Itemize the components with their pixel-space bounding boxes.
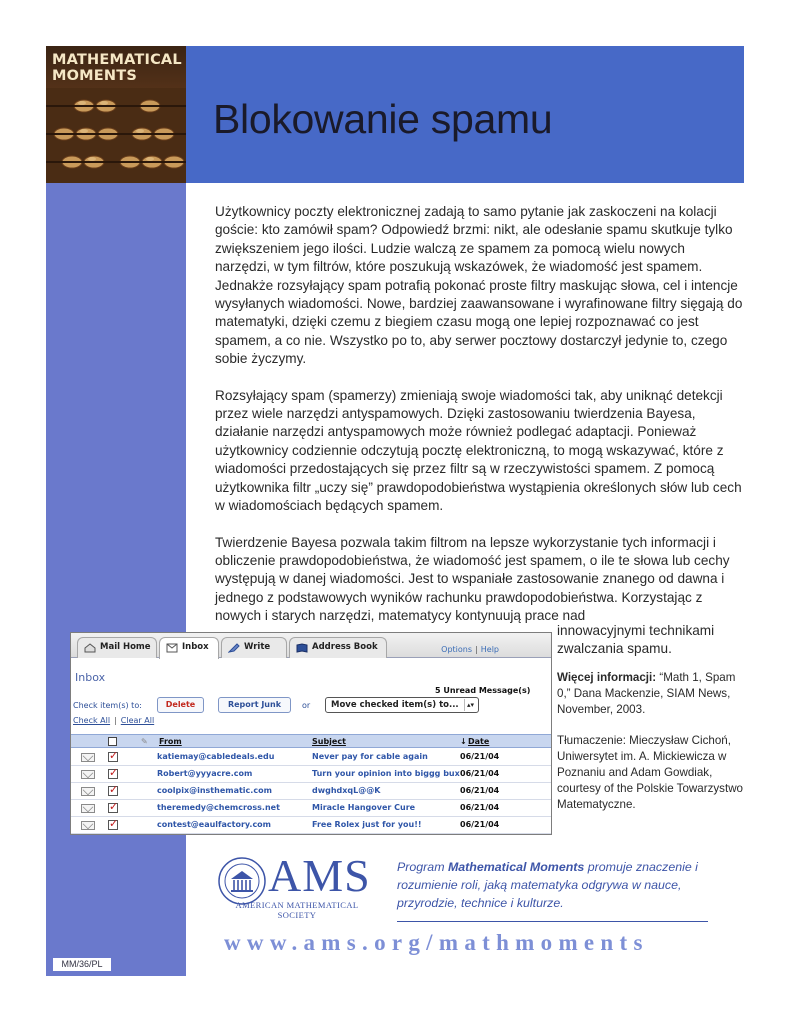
paragraph-2: Rozsyłający spam (spamerzy) zmieniają swoje wiadomości tak, aby uniknąć detekcji przez wiele narzędzi antyspamowych. Dzięki zastosowaniu twierdzenia Bayesa, działanie narzędzi antyspamowych może również podlegać adaptacji. Ponieważ użytkownicy codziennie odczytują pocztę elektroniczną, to mogą wskazywać, które z wiadomości przedostających się przez filtr są w rzeczywistości spamem. Z pomocą użytkownika filtr „uczy się” prawdopodobieństwa wystąpienia określonych słów lub cech w wiadomościach będących spamem. (215, 387, 742, 514)
envelope-icon (81, 787, 95, 796)
paragraph-1: Użytkownicy poczty elektronicznej zadają to samo pytanie jak zaskoczeni na kolacji goście: kto zamówił spam? Odpowiedź brzmi: nikt, ale odesłanie spamu skutkuje tylko zwiększeniem jego ilości. Ludzie walczą ze spamem za pomocą wielu nowych narzędzi, w tym filtrów, które poszukują wskazówek, że wiadomość jest spamem. Jednakże rozsyłający spam potrafią pokonać proste filtry maskując słowa, cel i intencje wysyłanych wiadomości. Nowe, bardziej zaawansowane i wyrafinowane filtry sięgają do matematyki, dzięki czemu z biegiem czasu mogą one lepiej rozpoznawać co jest spamem, a co nie. Wszystko po to, aby serwer pocztowy dostarczył jedynie to, czego sobie życzymy. (215, 204, 743, 367)
row-subject[interactable]: Never pay for cable again (312, 752, 428, 761)
column-subject[interactable]: Subject (312, 737, 346, 746)
table-row[interactable] (71, 749, 551, 766)
row-checkbox[interactable] (108, 803, 118, 813)
mathematical-moments-logo (46, 46, 186, 183)
check-all-links: Check All | Clear All (73, 716, 155, 725)
row-from[interactable]: theremedy@chemcross.net (157, 803, 280, 812)
house-icon (84, 643, 96, 653)
row-checkbox[interactable] (108, 769, 118, 779)
table-row[interactable] (71, 817, 551, 834)
abacus-illustration (46, 88, 186, 183)
tab-inbox[interactable]: Inbox (159, 637, 219, 659)
row-subject[interactable]: Free Rolex just for you!! (312, 820, 422, 829)
row-date: 06/21/04 (460, 769, 500, 778)
row-from[interactable]: Robert@yyyacre.com (157, 769, 253, 778)
ams-full-name: AMERICAN MATHEMATICAL SOCIETY (235, 900, 359, 920)
table-row[interactable] (71, 800, 551, 817)
sort-down-icon: ↓ (460, 737, 467, 746)
envelope-icon (81, 753, 95, 762)
program-statement: Program Mathematical Moments promuje znaczenie i rozumienie roli, jaką matematyka odgrywa w nauce, przyrodzie, technice i kulturze. (397, 860, 698, 910)
inbox-screenshot (70, 632, 552, 835)
pen-icon (228, 643, 240, 653)
table-row[interactable] (71, 783, 551, 800)
row-date: 06/21/04 (460, 752, 500, 761)
website-url[interactable]: www.ams.org/mathmoments (224, 930, 649, 955)
logo-title: MATHEMATICAL MOMENTS (52, 52, 182, 84)
report-junk-button[interactable]: Report Junk (218, 697, 291, 713)
check-all-link[interactable]: Check All (73, 716, 111, 725)
program-name: Mathematical Moments (447, 860, 585, 874)
more-info (557, 670, 747, 718)
select-all-checkbox[interactable] (108, 737, 117, 746)
check-items-label: Check item(s) to: (73, 701, 142, 710)
clear-all-link[interactable]: Clear All (120, 716, 155, 725)
updown-arrow-icon: ▴▾ (464, 699, 476, 711)
envelope-icon (81, 804, 95, 813)
column-date[interactable]: Date (468, 737, 490, 746)
mail-tab-bar (71, 633, 551, 658)
unread-count: 5 Unread Message(s) (435, 686, 531, 695)
row-subject[interactable]: Miracle Hangover Cure (312, 803, 416, 812)
move-to-select[interactable]: Move checked item(s) to... ▴▾ (325, 697, 479, 713)
row-date: 06/21/04 (460, 820, 500, 829)
more-info-label: Więcej informacji: (557, 671, 657, 684)
row-checkbox[interactable] (108, 820, 118, 830)
envelope-icon (81, 821, 95, 830)
article-body (215, 203, 743, 644)
tab-write[interactable]: Write (221, 637, 287, 658)
delete-button[interactable]: Delete (157, 697, 204, 713)
or-label: or (302, 701, 311, 710)
row-from[interactable]: katiemay@cabledeals.edu (157, 752, 275, 761)
tab-mail-home[interactable]: Mail Home (77, 637, 157, 658)
page-title: Blokowanie spamu (213, 96, 553, 142)
translation-credit: Tłumaczenie: Mieczysław Cichoń, Uniwersytet im. A. Mickiewicza w Poznaniu and Adam Gowdiak, courtesy of the Polskie Towarzystwo Matematyczne. (557, 734, 744, 811)
row-date: 06/21/04 (460, 786, 500, 795)
ams-wordmark: AMS (268, 850, 371, 901)
document-code: MM/36/PL (52, 957, 112, 972)
message-table-header (71, 734, 551, 748)
row-from[interactable]: coolpix@insthematic.com (157, 786, 272, 795)
options-link[interactable]: Options (441, 645, 473, 654)
row-checkbox[interactable] (108, 786, 118, 796)
folder-title: Inbox (75, 671, 106, 684)
paragraph-3-continued: innowacyjnymi technikami zwalczania spamu. (557, 623, 715, 657)
paperclip-icon: ✎ (141, 737, 148, 746)
envelope-icon (81, 770, 95, 779)
envelope-icon (166, 643, 178, 653)
more-info-text: “Math 1, Spam 0,” Dana Mackenzie, SIAM News, November, 2003. (557, 671, 736, 716)
table-row[interactable] (71, 766, 551, 783)
row-date: 06/21/04 (460, 803, 500, 812)
help-link[interactable]: Help (480, 645, 499, 654)
top-links: Options | Help (441, 645, 499, 654)
ams-logo (216, 850, 378, 920)
paragraph-3: Twierdzenie Bayesa pozwala takim filtrom na lepsze wykorzystanie tych informacji i obliczenie prawdopodobieństwa, że wiadomość jest spamem, o ile te słowa lub cechy występują w danej wiadomości. Jest to wspaniałe zastosowanie znanego od dawna i jednego z podstawowych wyników rachunku prawdopodobieństwa. Korzystając z nowych i starych narzędzi, matematycy kontynuują prace nad (215, 534, 730, 624)
tab-address-book[interactable]: Address Book (289, 637, 387, 658)
row-subject[interactable]: dwghdxqL@@K (312, 786, 381, 795)
row-checkbox[interactable] (108, 752, 118, 762)
divider-line (397, 921, 708, 922)
row-subject[interactable]: Turn your opinion into biggg bux (312, 769, 460, 778)
row-from[interactable]: contest@eaulfactory.com (157, 820, 272, 829)
left-sidebar-band (46, 46, 186, 976)
address-book-icon (296, 643, 308, 653)
column-from[interactable]: From (159, 737, 182, 746)
